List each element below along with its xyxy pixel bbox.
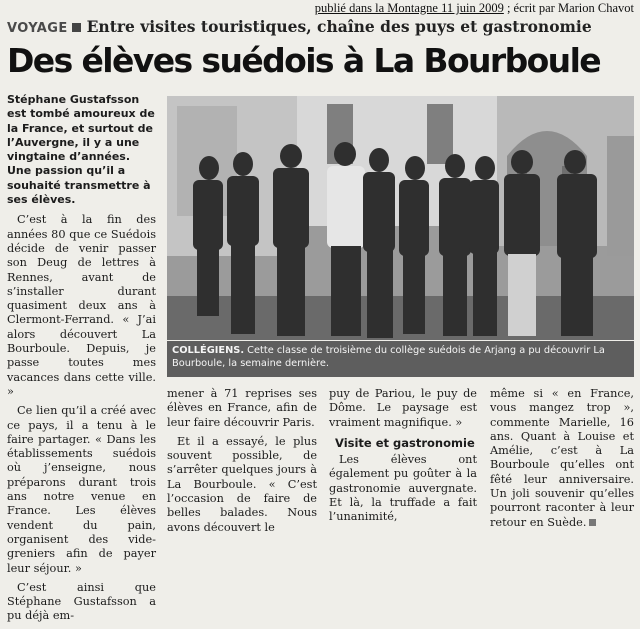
body-paragraph: Les élèves ont également pu goûter à la gastronomie auvergnate. Et là, la truffade a fait l’unanimité, xyxy=(329,453,477,524)
group-photo xyxy=(167,96,634,340)
caption-label: COLLÉGIENS. xyxy=(172,345,245,356)
body-paragraph: C’est à la fin des années 80 que ce Suédois décide de venir passer son Deug de lettres à Rennes, avant de s’installer durant quasiment deux ans à Clermont-Ferrand. « J’ai alors découvert La Bourboule. Depuis, je passe toutes mes vacances dans cette ville. » xyxy=(7,213,156,398)
body-paragraph: Et il a essayé, le plus souvent possible, de s’arrêter quelques jours à La Bourboule. « C’est l’occasion de faire de belles balades. Nous avons découvert le xyxy=(167,434,317,534)
author-credit: ; écrit par Marion Chavot xyxy=(503,1,634,15)
square-bullet-icon xyxy=(72,23,81,32)
photo-caption xyxy=(167,341,634,377)
closing-paragraph-text: même si « en France, vous mangez trop », commente Marielle, 16 ans. Quant à Louise et Amélie, c’est à La Bourboule qu’elles ont fêté leur anniversaire. Un joli souvenir qu’elles pourront raconter à leur retour en Suède. xyxy=(490,387,634,529)
subheadline: Entre visites touristiques, chaîne des puys et gastronomie xyxy=(86,17,592,36)
lead-paragraph: Stéphane Gustafsson est tombé amoureux de la France, et surtout de l’Auvergne, il y a une vingtaine d’années. Une passion qu’il a souhaité transmettre à ses élèves. xyxy=(7,93,155,207)
column-4 xyxy=(490,387,634,530)
column-2 xyxy=(167,387,317,535)
publication-date: publié dans la Montagne 11 juin 2009 xyxy=(314,1,504,15)
caption-text: Cette classe de troisième du collège suédois de Arjang a pu découvrir La Bourboule, la semaine dernière. xyxy=(172,345,605,369)
publication-credit xyxy=(315,1,634,16)
section-header xyxy=(7,17,634,36)
body-paragraph: mener à 71 reprises ses élèves en France, afin de leur faire découvrir Paris. xyxy=(167,387,317,429)
body-paragraph: puy de Pariou, le puy de Dôme. Le paysage est vraiment magnifique. » xyxy=(329,387,477,429)
column-3 xyxy=(329,387,477,525)
left-column xyxy=(7,93,156,629)
body-paragraph: C’est ainsi que Stéphane Gustafsson a pu déjà em- xyxy=(7,580,156,623)
headline: Des élèves suédois à La Bourboule xyxy=(7,41,601,80)
section-kicker: VOYAGE xyxy=(7,21,68,36)
body-paragraph xyxy=(490,387,634,530)
intertitle: Visite et gastronomie xyxy=(335,435,475,450)
body-paragraph: Ce lien qu’il a créé avec ce pays, il a tenu à le faire partager. « Dans les établissements suédois où j’enseigne, nous préparons durant trois ans notre venue en France. Les élèves vendent du pain, organisent des vide-greniers afin de payer leur séjour. » xyxy=(7,404,156,575)
